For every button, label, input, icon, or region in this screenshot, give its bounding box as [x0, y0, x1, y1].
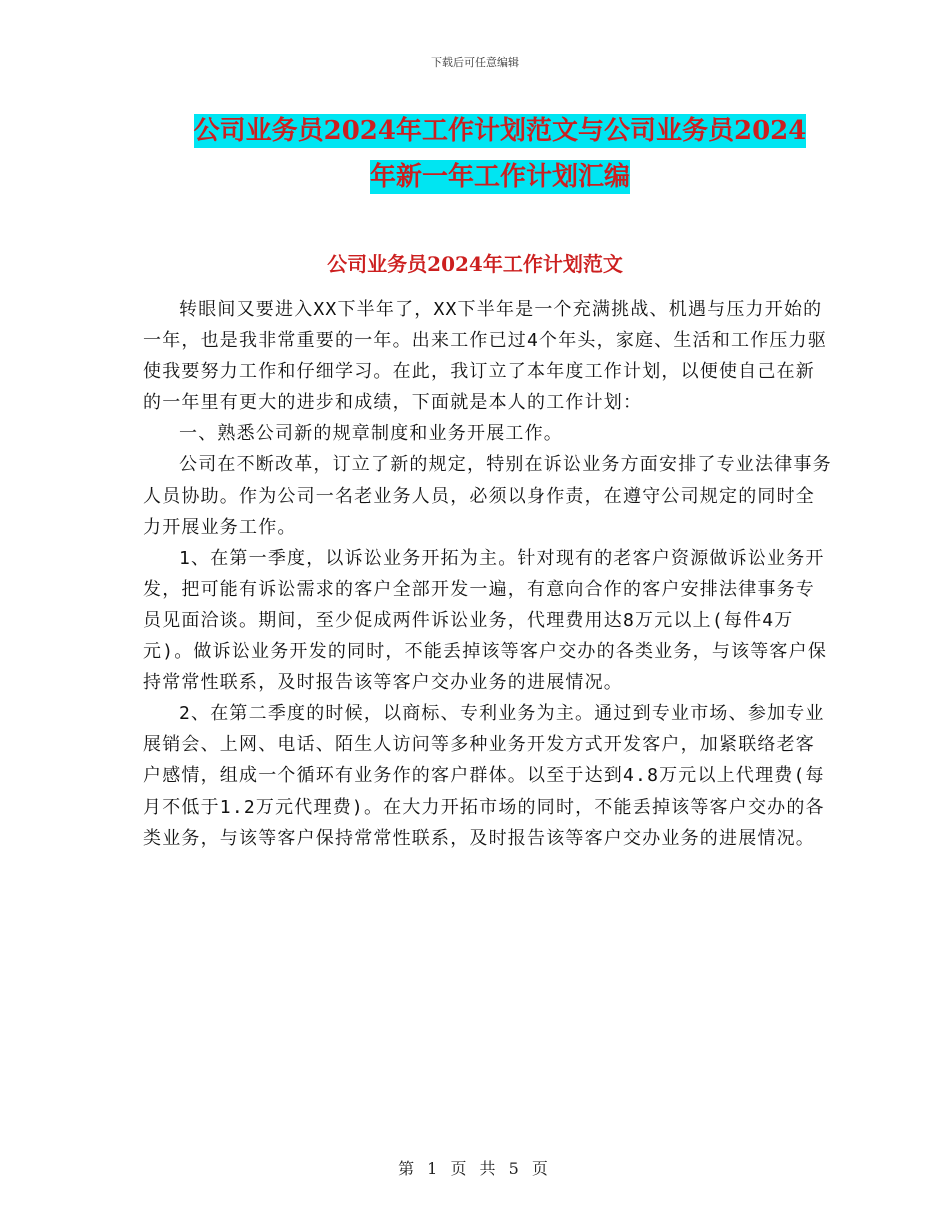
- title-line-1: 公司业务员2024年工作计划范文与公司业务员2024: [193, 116, 807, 146]
- document-body: [143, 294, 833, 854]
- paragraph-intro: 转眼间又要进入XX下半年了，XX下半年是一个充满挑战、机遇与压力开始的一年，也是我非常重要的一年。出来工作已过4个年头，家庭、生活和工作压力驱使我要努力工作和仔细学习。在此，我订立了本年度工作计划，以便使自己在新的一年里有更大的进步和成绩，下面就是本人的工作计划：: [143, 299, 828, 414]
- section-title: 公司业务员2024年工作计划范文: [327, 252, 623, 276]
- paragraph-q1-plan: 1、在第一季度，以诉讼业务开拓为主。针对现有的老客户资源做诉讼业务开发，把可能有诉讼需求的客户全部开发一遍，有意向合作的客户安排法律事务专员见面洽谈。期间，至少促成两件诉讼业务，代理费用达8万元以上(每件4万元)。做诉讼业务开发的同时，不能丢掉该等客户交办的各类业务，与该等客户保持常常性联系，及时报告该等客户交办业务的进展情况。: [143, 547, 828, 694]
- paragraph-q2-plan: 2、在第二季度的时候，以商标、专利业务为主。通过到专业市场、参加专业展销会、上网、电话、陌生人访问等多种业务开发方式开发客户，加紧联络老客户感情，组成一个循环有业务作的客户群体。以至于达到4.8万元以上代理费(每月不低于1.2万元代理费)。在大力开拓市场的同时，不能丢掉该等客户交办的各类业务，与该等客户保持常常性联系，及时报告该等客户交办业务的进展情况。: [143, 703, 825, 849]
- paragraph-company-rules: 公司在不断改革，订立了新的规定，特别在诉讼业务方面安排了专业法律事务人员协助。作为公司一名老业务人员，必须以身作责，在遵守公司规定的同时全力开展业务工作。: [143, 454, 832, 538]
- document-title: [120, 108, 880, 200]
- title-line-2: 年新一年工作计划汇编: [369, 162, 630, 192]
- header-note: 下载后可任意编辑: [431, 56, 519, 69]
- paragraph-heading-1: 一、熟悉公司新的规章制度和业务开展工作。: [179, 423, 563, 445]
- page-number-footer: 第 1 页 共 5 页: [398, 1159, 552, 1178]
